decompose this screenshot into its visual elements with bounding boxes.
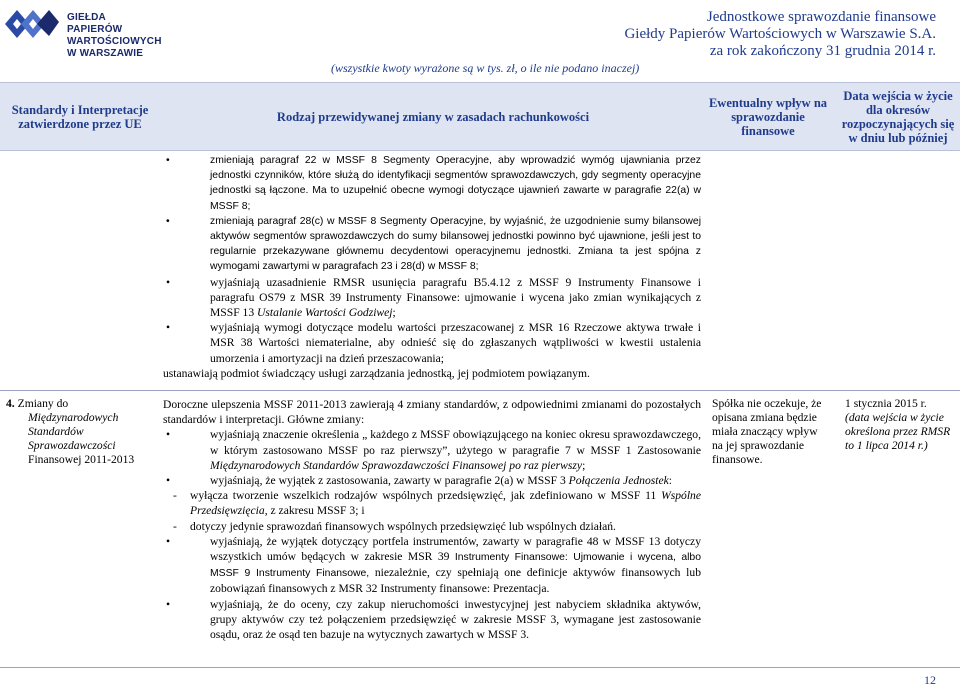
text-span: Ustalanie Wartości Godziwej <box>257 306 393 320</box>
header-impact: Ewentualny wpływ na sprawozdanie finansowe <box>708 95 828 138</box>
page-number: 12 <box>924 673 936 687</box>
gpw-logo-mark-icon <box>3 4 61 44</box>
list-item: - dotyczy jedynie sprawozdań finansowych wspólnych przedsięwzięć lub wspólnych działań. <box>163 519 701 534</box>
row1-name-c: Finansowej 2011-2013 <box>28 453 135 466</box>
report-title-line-1: Jednostkowe sprawozdanie finansowe <box>706 9 936 25</box>
list-item <box>163 534 701 597</box>
report-title <box>624 9 936 60</box>
text-span: : <box>668 474 672 488</box>
text-span: Międzynarodowych Standardów Sprawozdawczości Finansowej po raz pierwszy <box>210 458 583 472</box>
text-span: niezależnie, czy spełniają one definicje aktywów finansowych lub zobowiązań finansowych z MSR 32 <box>210 566 701 596</box>
list-item <box>163 275 701 321</box>
row1-description <box>163 397 701 642</box>
row0-bullets <box>163 153 701 366</box>
row1-effective-date <box>845 397 957 453</box>
text-span: Instrumenty finansowe: Prezentacja <box>380 582 547 596</box>
footer-divider <box>0 667 960 668</box>
row1-date-note: (data wejścia w życie określona przez RMSR to 1 lipca 2014 r.) <box>845 411 951 452</box>
header-standards: Standardy i Interpretacje zatwierdzone przez UE <box>11 102 149 131</box>
row1-number: 4. <box>6 397 15 410</box>
logo-line-3: W WARSZAWIE <box>67 48 144 59</box>
row0-description <box>163 153 701 381</box>
row1-bullets <box>163 427 701 488</box>
report-title-line-2: Giełdy Papierów Wartościowych w Warszawie S.A. <box>624 26 936 42</box>
amounts-note: (wszystkie kwoty wyrażone są w tys. zł, o ile nie podano inaczej) <box>331 61 640 75</box>
list-item: • wyjaśniają wymogi dotyczące modelu wartości przeszacowanej z MSR 16 Rzeczowe aktywa trwałe i MSR 38 Wartości niematerialne, aby odnieść się do zgłaszanych wątpliwości w kwestii ustalenia umorzenia i amortyzacji na dzień przeszacowania; <box>163 320 701 366</box>
logo-line-1: GIEŁDA PAPIERÓW <box>67 12 123 35</box>
list-item: • zmieniają paragraf 28(c) w MSSF 8 Segmenty Operacyjne, by wyjaśnić, że uzgodnienie sumy bilansowej aktywów segmentów sprawozdawczych do sumy bilansowej jednostki powinno być ujawnione, jeśli jest to regularnie przekazywane głównemu decydentowi operacyjnemu jednostki. Zmiana ta jest spójna z wymogami zawartymi w paragrafach 23 i 28(d) w MSSF 8; <box>163 214 701 275</box>
header-change-type: Rodzaj przewidywanej zmiany w zasadach rachunkowości <box>276 109 590 124</box>
text-span: wyjaśniają uzasadnienie RMSR usunięcia paragrafu B5.4.12 z MSSF 9 Instrumenty Finansowe i paragrafu OS79 z MSR 39 Instrumenty Finansowe: ujmowanie i wycena jako zmian wynikających z MSSF 13 <box>210 275 701 320</box>
text-span: wyjaśniają, że wyjątek z zastosowania, zawarty w paragrafie 2(a) w MSSF 3 <box>210 474 569 488</box>
text-span: , z zakresu MSSF 3; i <box>264 504 365 518</box>
text-span: wyjaśniają, że wyjątek dotyczący portfela instrumentów, zawarty w paragrafie 48 w MSSF 13 dotyczy wszystkich umów będących w zakresie MSR 39 <box>210 534 701 564</box>
text-span: wyjaśniają znaczenie określenia „ każdego z MSSF obowiązującego na koniec okresu sprawozdawczego, w którym zastosowano MSSF po raz pierwszy”, użytego w paragrafie 7 w MSSF 1 Zastosowanie <box>210 428 701 457</box>
text-span: Połączenia Jednostek <box>568 474 669 488</box>
logo-text <box>67 12 162 60</box>
list-item: • wyjaśniają, że do oceny, czy zakup nieruchomości inwestycyjnej jest nabyciem składnika aktywów, grupy aktywów czy też połączeniem przedsięwzięć w zakresie MSSF 3, wymagane jest zastosowanie osądu, oraz że osąd ten bazuje na wytycznych zawartych w MSSF 3. <box>163 597 701 643</box>
table-header <box>0 82 960 151</box>
logo-line-2: WARTOŚCIOWYCH <box>67 36 162 47</box>
row1-name-a: Zmiany do <box>17 397 69 410</box>
list-item: • zmieniają paragraf 22 w MSSF 8 Segmenty Operacyjne, aby wprowadzić wymóg ujawniania przez jednostki czynników, które służą do identyfikacji segmentów sprawozdawczych, gdy segmenty operacyjne jednostki są łączone. Ma to uzupełnić obecne wymogi dotyczące ujawnień zawarte w paragrafie 22(a) w MSSF 8; <box>163 153 701 214</box>
row-divider <box>0 390 960 391</box>
row1-date: 1 stycznia 2015 r. <box>845 397 927 410</box>
report-title-line-3: za rok zakończony 31 grudnia 2014 r. <box>709 43 936 59</box>
header-effective-date: Data wejścia w życie dla okresów rozpoczynających się w dniu lub później <box>841 88 955 145</box>
text-span: ; <box>582 458 586 472</box>
row1-standard-name <box>6 397 151 467</box>
row1-impact: Spółka nie oczekuje, że opisana zmiana będzie miała znaczący wpływ na jej sprawozdanie finansowe. <box>712 397 822 466</box>
list-item <box>163 427 701 473</box>
list-item <box>163 473 701 488</box>
text-span: ; <box>392 306 396 320</box>
gpw-logo <box>3 4 162 59</box>
text-span: Instrumenty Finansowe: Ujmowanie i wycena, albo MSSF 9 Instrumenty Finansowe, <box>210 552 701 580</box>
row1-intro: Doroczne ulepszenia MSSF 2011-2013 zawierają 4 zmiany standardów, z odpowiednimi zmianami do pozostałych standardów i interpretacji. Główne zmiany: <box>163 398 701 427</box>
row0-tail: ustanawiają podmiot świadczący usługi zarządzania jednostką, jej podmiotem powiązanym. <box>163 366 590 380</box>
text-span: Wspólne Przedsięwzięcia <box>190 489 701 518</box>
list-item <box>163 488 701 518</box>
text-span: . <box>546 582 550 596</box>
text-span: wyłącza tworzenie wszelkich rodzajów wspólnych przedsięwzięć, jak zdefiniowano w MSSF 11 <box>190 489 662 503</box>
row1-bullets-2 <box>163 534 701 642</box>
row1-sub-bullets <box>163 488 701 534</box>
row1-name-b: Międzynarodowych Standardów Sprawozdawczości <box>28 411 119 452</box>
